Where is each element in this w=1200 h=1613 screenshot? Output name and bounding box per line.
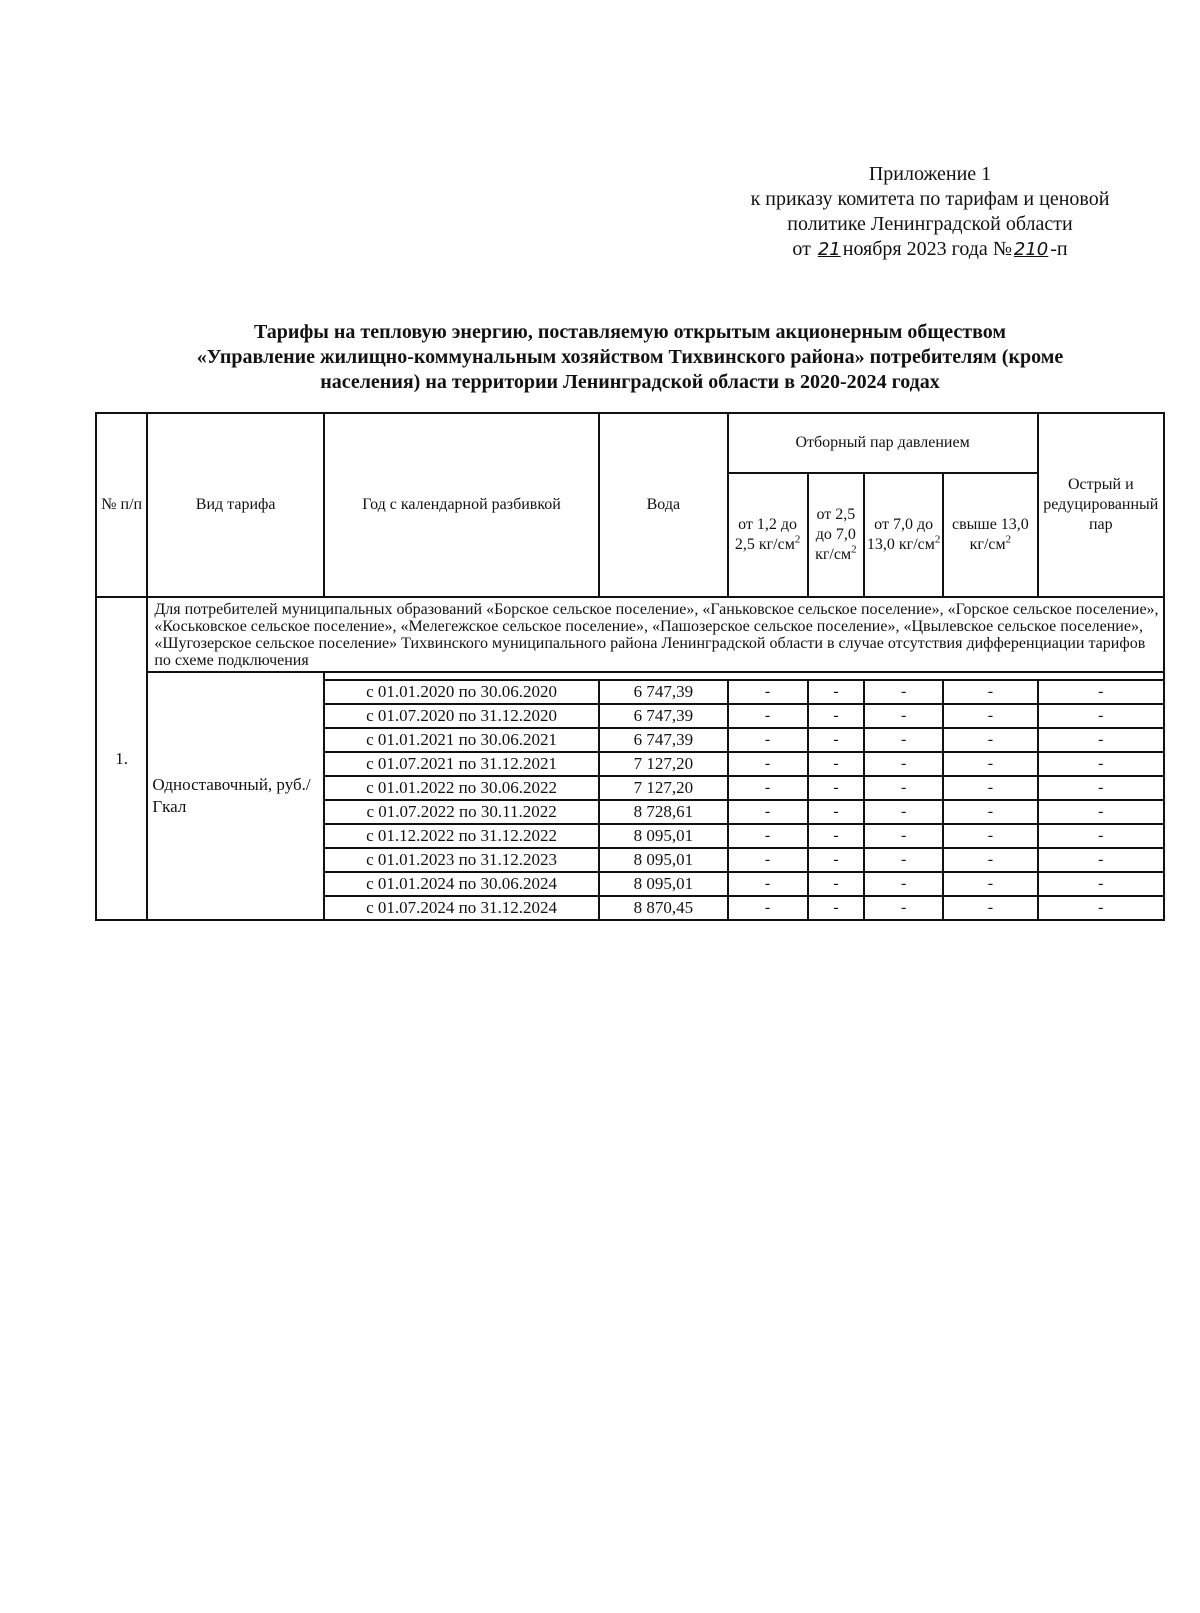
- steam-3-cell: -: [864, 680, 943, 704]
- sharp-steam-cell: -: [1038, 824, 1164, 848]
- water-cell: 6 747,39: [599, 728, 727, 752]
- header-row-top: [96, 413, 1164, 473]
- steam-2-cell: -: [808, 752, 864, 776]
- water-cell: 8 095,01: [599, 848, 727, 872]
- steam-3-cell: -: [864, 896, 943, 920]
- tariff-table: [95, 412, 1165, 921]
- steam-3-cell: -: [864, 776, 943, 800]
- steam-1-cell: -: [728, 824, 808, 848]
- header-num: № п/п: [96, 413, 147, 597]
- steam-2-cell: -: [808, 824, 864, 848]
- sharp-steam-cell: -: [1038, 776, 1164, 800]
- steam-1-cell: -: [728, 872, 808, 896]
- header-steam-group: Отборный пар давлением: [728, 413, 1038, 473]
- annex-date-prefix: от: [792, 238, 811, 260]
- section-description: Для потребителей муниципальных образований «Борское сельское поселение», «Ганьковское сельское поселение», «Горское сельское поселение», «Коськовское сельское поселение», «Мелегежское сельское поселение», «Пашозерское сельское поселение», «Цвылевское сельское поселение», «Шугозерское сельское поселение» Тихвинского муниципального района Ленинградской области в случае отсутствия дифференциации тарифов по схеме подключения: [147, 597, 1164, 672]
- annex-reference: [700, 162, 1160, 262]
- spacer-row: [96, 672, 1164, 680]
- steam-1-cell: -: [728, 800, 808, 824]
- steam-2-cell: -: [808, 704, 864, 728]
- water-cell: 8 870,45: [599, 896, 727, 920]
- sharp-steam-cell: -: [1038, 848, 1164, 872]
- period-cell: с 01.01.2022 по 30.06.2022: [324, 776, 599, 800]
- steam-1-cell: -: [728, 704, 808, 728]
- water-cell: 6 747,39: [599, 680, 727, 704]
- steam-3-cell: -: [864, 824, 943, 848]
- steam-1-cell: -: [728, 776, 808, 800]
- steam-4-cell: -: [943, 680, 1037, 704]
- title-line-1: Тарифы на тепловую энергию, поставляемую открытым акционерным обществом: [253, 321, 1007, 343]
- steam-1-cell: -: [728, 752, 808, 776]
- steam-3-cell: -: [864, 800, 943, 824]
- water-cell: 8 095,01: [599, 824, 727, 848]
- period-cell: с 01.01.2024 по 30.06.2024: [324, 872, 599, 896]
- annex-date-middle: ноября 2023 года №: [842, 238, 1012, 260]
- annex-committee-line: политике Ленинградской области: [787, 213, 1073, 235]
- period-cell: с 01.07.2024 по 31.12.2024: [324, 896, 599, 920]
- header-water: Вода: [599, 413, 727, 597]
- title-line-2: «Управление жилищно-коммунальным хозяйством Тихвинского района» потребителям (кроме: [196, 346, 1064, 368]
- steam-4-cell: -: [943, 824, 1037, 848]
- steam-3-cell: -: [864, 872, 943, 896]
- sharp-steam-cell: -: [1038, 872, 1164, 896]
- water-cell: 6 747,39: [599, 704, 727, 728]
- steam-2-cell: -: [808, 728, 864, 752]
- period-cell: с 01.07.2021 по 31.12.2021: [324, 752, 599, 776]
- header-period: Год с календарной разбивкой: [324, 413, 599, 597]
- water-cell: 8 728,61: [599, 800, 727, 824]
- steam-4-cell: -: [943, 872, 1037, 896]
- handwritten-number: 210: [1013, 239, 1049, 260]
- water-cell: 7 127,20: [599, 752, 727, 776]
- steam-2-cell: -: [808, 848, 864, 872]
- annex-order-line: к приказу комитета по тарифам и ценовой: [750, 188, 1110, 210]
- title-line-3: населения) на территории Ленинградской области в 2020-2024 годах: [320, 371, 940, 393]
- sharp-steam-cell: -: [1038, 680, 1164, 704]
- steam-2-cell: -: [808, 800, 864, 824]
- sharp-steam-cell: -: [1038, 800, 1164, 824]
- steam-4-cell: -: [943, 776, 1037, 800]
- steam-3-cell: -: [864, 848, 943, 872]
- period-cell: с 01.12.2022 по 31.12.2022: [324, 824, 599, 848]
- sharp-steam-cell: -: [1038, 896, 1164, 920]
- steam-3-cell: -: [864, 752, 943, 776]
- period-cell: с 01.01.2020 по 30.06.2020: [324, 680, 599, 704]
- period-cell: с 01.07.2022 по 30.11.2022: [324, 800, 599, 824]
- sharp-steam-cell: -: [1038, 752, 1164, 776]
- steam-4-cell: -: [943, 896, 1037, 920]
- header-steam-4: свыше 13,0 $кг/см^2$: [943, 473, 1037, 597]
- sharp-steam-cell: -: [1038, 704, 1164, 728]
- steam-1-cell: -: [728, 896, 808, 920]
- document-title: [100, 320, 1160, 395]
- header-steam-1: от 1,2 до 2,5 $кг/см^2$: [728, 473, 808, 597]
- steam-4-cell: -: [943, 800, 1037, 824]
- header-tariff-type: Вид тарифа: [147, 413, 324, 597]
- steam-4-cell: -: [943, 728, 1037, 752]
- period-cell: с 01.01.2021 по 30.06.2021: [324, 728, 599, 752]
- steam-2-cell: -: [808, 680, 864, 704]
- water-cell: 8 095,01: [599, 872, 727, 896]
- period-cell: с 01.01.2023 по 31.12.2023: [324, 848, 599, 872]
- header-steam-3: от 7,0 до 13,0 $кг/см^2$: [864, 473, 943, 597]
- steam-4-cell: -: [943, 704, 1037, 728]
- steam-2-cell: -: [808, 776, 864, 800]
- steam-1-cell: -: [728, 728, 808, 752]
- steam-2-cell: -: [808, 872, 864, 896]
- steam-3-cell: -: [864, 704, 943, 728]
- steam-3-cell: -: [864, 728, 943, 752]
- sharp-steam-cell: -: [1038, 728, 1164, 752]
- header-sharp-steam: Острый и редуцированный пар: [1038, 413, 1164, 597]
- steam-4-cell: -: [943, 752, 1037, 776]
- steam-4-cell: -: [943, 848, 1037, 872]
- header-steam-2: от 2,5 до 7,0 $кг/см^2$: [808, 473, 864, 597]
- steam-1-cell: -: [728, 680, 808, 704]
- section-row: [96, 597, 1164, 672]
- annex-number-suffix: -п: [1050, 238, 1068, 260]
- section-number: 1.: [96, 597, 147, 920]
- water-cell: 7 127,20: [599, 776, 727, 800]
- handwritten-day: 21: [817, 239, 841, 260]
- period-cell: с 01.07.2020 по 31.12.2020: [324, 704, 599, 728]
- annex-title: Приложение 1: [868, 163, 992, 185]
- steam-1-cell: -: [728, 848, 808, 872]
- annex-date-line: [700, 237, 1160, 262]
- steam-2-cell: -: [808, 896, 864, 920]
- tariff-type-cell: Одноставочный, руб./Гкал: [147, 672, 324, 920]
